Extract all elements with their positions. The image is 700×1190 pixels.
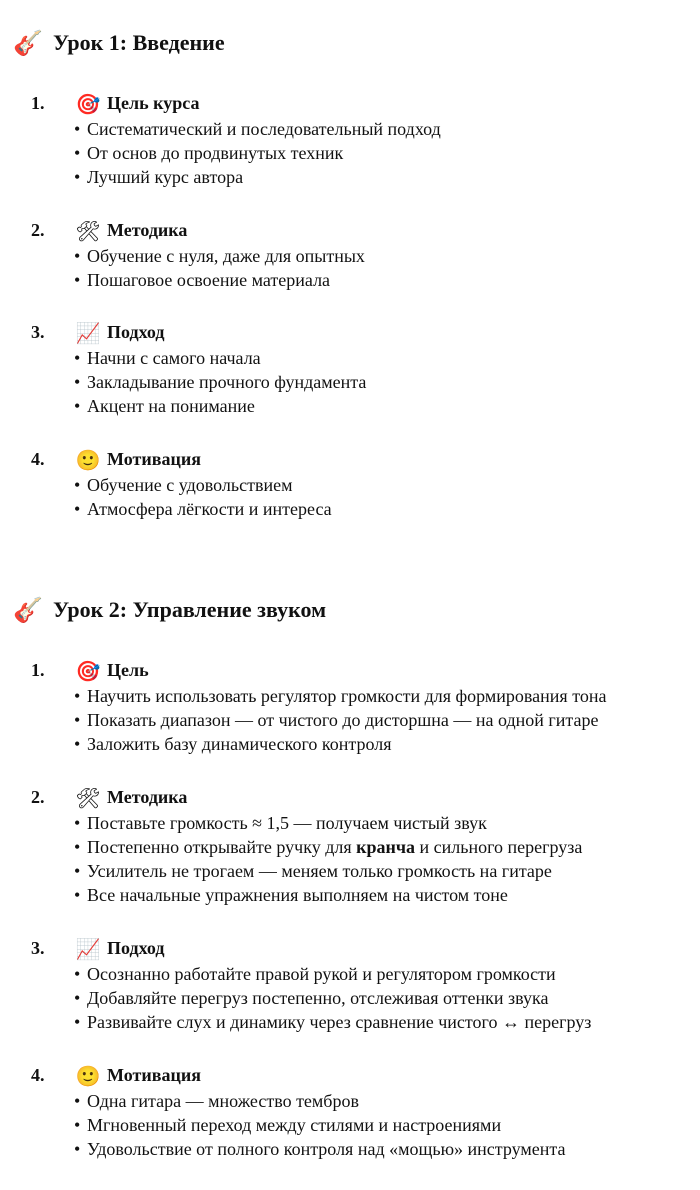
lesson-2-section-1 xyxy=(0,658,700,756)
item-text: Постепенно открывайте ручку для xyxy=(87,837,357,857)
emphasis-text: кранча xyxy=(356,837,416,857)
section-number: 1. xyxy=(31,660,45,680)
section-number: 2. xyxy=(31,787,45,807)
lesson-1-section-4 xyxy=(0,447,700,521)
tools-icon: 🛠 xyxy=(75,219,101,243)
list-item: • Добавляйте перегруз постепенно, отслеживая оттенки звука xyxy=(0,986,700,1010)
section-heading: Цель курса xyxy=(107,93,200,113)
list-item: • Систематический и последовательный подход xyxy=(0,117,700,141)
tools-icon: 🛠 xyxy=(75,786,101,810)
list-item: • Заложить базу динамического контроля xyxy=(0,732,700,756)
lesson-1-section-2 xyxy=(0,218,700,292)
lesson-1-section-1 xyxy=(0,91,700,189)
section-heading: Методика xyxy=(107,220,188,240)
section-number: 4. xyxy=(31,1065,45,1085)
list-item: • Акцент на понимание xyxy=(0,394,700,418)
section-number: 3. xyxy=(31,322,45,342)
smile-icon: 🙂 xyxy=(75,1064,101,1088)
lesson-1-section-3 xyxy=(0,320,700,418)
list-item: • Удовольствие от полного контроля над «мощью» инструмента xyxy=(0,1137,700,1161)
section-number: 2. xyxy=(31,220,45,240)
list-item: • Осознанно работайте правой рукой и регулятором громкости xyxy=(0,962,700,986)
section-heading: Цель xyxy=(107,660,149,680)
lesson-1-title-text: Урок 1: Введение xyxy=(53,30,225,55)
smile-icon: 🙂 xyxy=(75,448,101,472)
section-heading: Подход xyxy=(107,322,165,342)
guitar-icon: 🎸 xyxy=(13,29,43,57)
list-item: • Пошаговое освоение материала xyxy=(0,268,700,292)
lesson-2-title-text: Урок 2: Управление звуком xyxy=(53,597,327,622)
list-item: • Закладывание прочного фундамента xyxy=(0,370,700,394)
lesson-2-title xyxy=(13,596,326,624)
list-item: • Все начальные упражнения выполняем на чистом тоне xyxy=(0,883,700,907)
list-item: • Развивайте слух и динамику через сравнение чистого ↔ перегруз xyxy=(0,1010,700,1034)
lesson-1-title xyxy=(13,29,225,57)
list-item: • Усилитель не трогаем — меняем только громкость на гитаре xyxy=(0,859,700,883)
chart-increasing-icon: 📈 xyxy=(75,321,101,345)
target-icon: 🎯 xyxy=(75,659,101,683)
section-heading: Мотивация xyxy=(107,1065,201,1085)
section-number: 1. xyxy=(31,93,45,113)
section-number: 3. xyxy=(31,938,45,958)
list-item: • От основ до продвинутых техник xyxy=(0,141,700,165)
section-heading: Мотивация xyxy=(107,449,201,469)
list-item: • Научить использовать регулятор громкости для формирования тона xyxy=(0,684,700,708)
list-item: • Обучение с удовольствием xyxy=(0,473,700,497)
section-heading: Подход xyxy=(107,938,165,958)
list-item: • Мгновенный переход между стилями и настроениями xyxy=(0,1113,700,1137)
list-item: • Лучший курс автора xyxy=(0,165,700,189)
list-item: • Показать диапазон — от чистого до дисторшна — на одной гитаре xyxy=(0,708,700,732)
chart-increasing-icon: 📈 xyxy=(75,937,101,961)
list-item xyxy=(0,835,700,859)
list-item: • Начни с самого начала xyxy=(0,346,700,370)
lesson-2-section-4 xyxy=(0,1063,700,1161)
list-item: • Обучение с нуля, даже для опытных xyxy=(0,244,700,268)
section-number: 4. xyxy=(31,449,45,469)
lesson-2-section-2 xyxy=(0,785,700,907)
section-heading: Методика xyxy=(107,787,188,807)
item-text: и сильного перегруза xyxy=(415,837,583,857)
list-item: • Атмосфера лёгкости и интереса xyxy=(0,497,700,521)
guitar-icon: 🎸 xyxy=(13,596,43,624)
list-item: • Одна гитара — множество тембров xyxy=(0,1089,700,1113)
target-icon: 🎯 xyxy=(75,92,101,116)
list-item: • Поставьте громкость ≈ 1,5 — получаем чистый звук xyxy=(0,811,700,835)
lesson-2-section-3 xyxy=(0,936,700,1034)
